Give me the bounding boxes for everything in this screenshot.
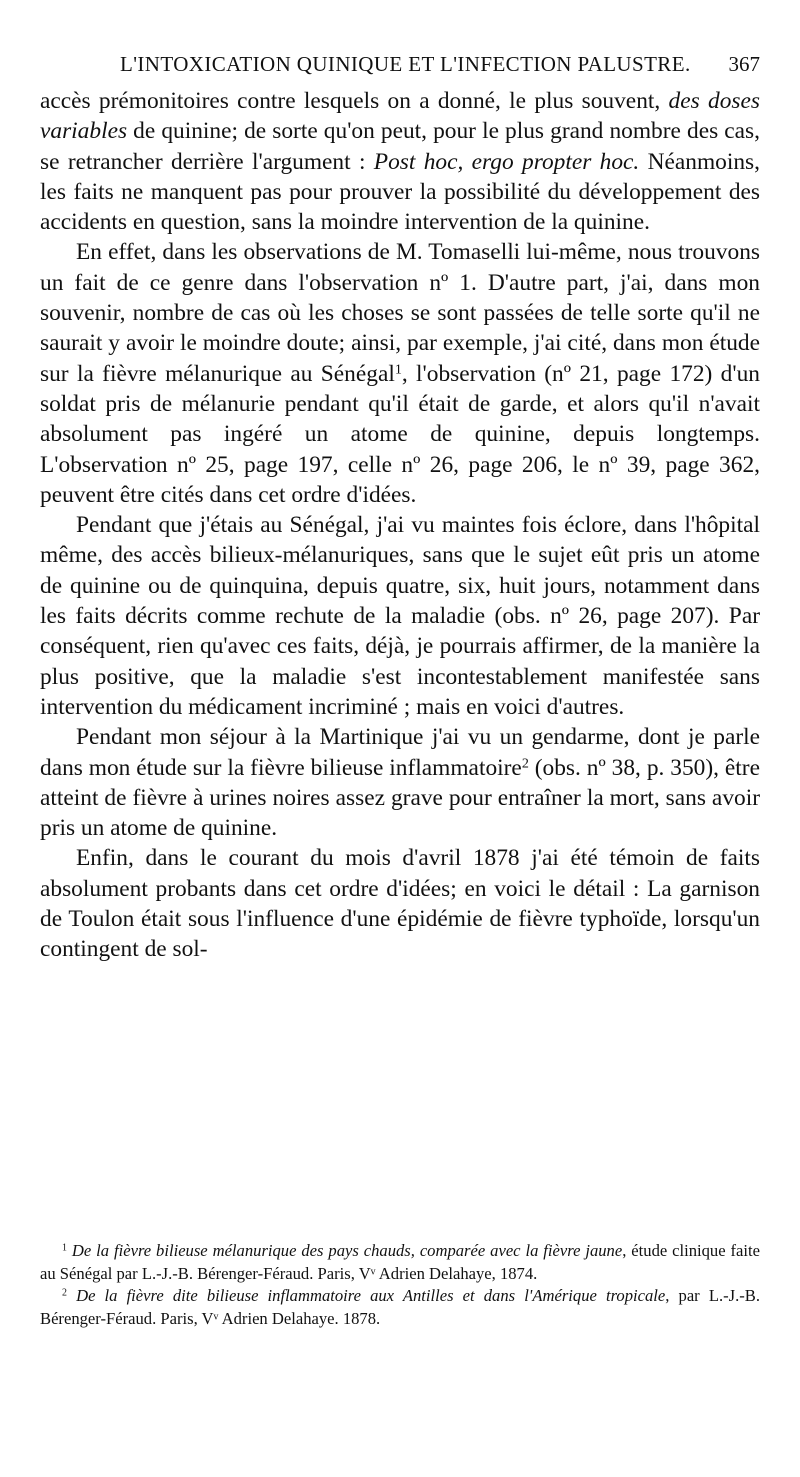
p2-text-a: En effet, dans les observations de M. Tomaselli lui-même, nous trouvons un fait de ce genre dans l'observation nº 1. D'autre part, j'ai, dans mon souvenir, nombre de cas où les choses se sont passées de telle sorte qu'il ne saurait y avoir le moindre doute; ainsi, par exemple, j'ai cité, dans mon étude sur la fièvre mélanurique au Sénégal (40, 239, 760, 387)
paragraph-3: Pendant que j'étais au Sénégal, j'ai vu maintes fois éclore, dans l'hôpital même, des accès bilieux-mélanuriques, sans que le sujet eût pris un atome de quinine ou de quinquina, depuis quatre, six, huit jours, notamment dans les faits décrits comme rechute de la maladie (obs. nº 26, page 207). Par conséquent, rien qu'avec ces faits, déjà, je pourrais affirmer, de la manière la plus positive, que la maladie s'est incontestablement manifestée sans intervention du médicament incriminé ; mais en voici d'autres. (40, 512, 760, 720)
paragraph-2 (40, 237, 760, 510)
body-text (40, 86, 760, 965)
paragraph-4 (40, 722, 760, 843)
footnote-ref-1: 1 (394, 360, 402, 377)
footnote-2 (40, 1285, 760, 1330)
footnote-2-marker: 2 (62, 1287, 67, 1299)
footnote-2-title: De la fièvre dite bilieuse inflammatoire aux Antilles et dans l'Amérique tropicale (76, 1286, 666, 1306)
running-head (40, 52, 760, 86)
footnote-ref-2: 2 (521, 754, 529, 771)
p1-text-c: Néanmoins, les faits ne manquent pas pour prouver la possibilité du développement des accidents en question, sans la moindre intervention de la quinine. (40, 148, 761, 236)
p4-text-b: (obs. nº 38, p. 350), être atteint de fièvre à urines noires assez grave pour entraîner la mort, sans avoir pris un atome de quinine. (40, 754, 760, 842)
footnote-2-text: , par L.-J.-B. Bérenger-Féraud. Paris, Vᵛ Adrien Delahaye. 1878. (40, 1286, 760, 1328)
p2-text-b: , l'observation (nº 21, page 172) d'un soldat pris de mélanurie pendant qu'il était de garde, et alors qu'il n'avait absolument pas ingéré un atome de quinine, depuis longtemps. L'observation nº 25, page 197, celle nº 26, page 206, le nº 39, page 362, peuvent être cités dans cet ordre d'idées. (40, 360, 760, 508)
footnote-1 (40, 1240, 760, 1285)
p1-italic-b: Post hoc, ergo propter hoc. (373, 148, 640, 175)
footnote-1-marker: 1 (62, 1242, 67, 1254)
footnote-1-title: De la fièvre bilieuse mélanurique des pays chauds, comparée avec la fièvre jaune (71, 1241, 623, 1260)
footnotes (40, 1240, 760, 1330)
paragraph-5: Enfin, dans le courant du mois d'avril 1878 j'ai été témoin de faits absolument probants dans cet ordre d'idées; en voici le détail : La garnison de Toulon était sous l'influence d'une épidémie de fièvre typhoïde, lorsqu'un contingent de sol- (40, 845, 760, 963)
page-number: 367 (728, 52, 760, 76)
p1-text-b: de quinine; de sorte qu'on peut, pour le plus grand nombre des cas, se retrancher derrière l'argument : (40, 118, 760, 175)
footnote-1-text: , étude clinique faite au Sénégal par L.-J.-B. Bérenger-Féraud. Paris, Vᵛ Adrien Delahaye, 1874. (40, 1241, 760, 1283)
book-page (40, 0, 760, 1477)
p4-text-a: Pendant mon séjour à la Martinique j'ai vu un gendarme, dont je parle dans mon étude sur la fièvre bilieuse inflammatoire (40, 724, 760, 781)
paragraph-1 (40, 86, 760, 237)
p1-text-a: accès prémonitoires contre lesquels on a donné, le plus souvent, (40, 88, 661, 114)
running-title: L'INTOXICATION QUINIQUE ET L'INFECTION PALUSTRE. (120, 52, 691, 76)
p1-italic-a: des doses variables (40, 88, 760, 145)
